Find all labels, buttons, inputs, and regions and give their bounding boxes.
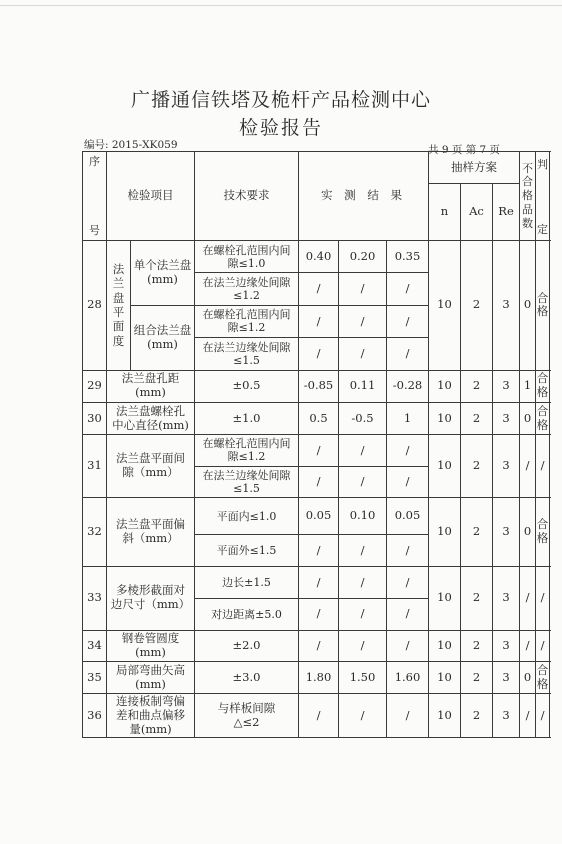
col-unqualified-header <box>520 152 536 241</box>
row-29-bad: 1 <box>520 370 536 402</box>
row-31-no: 31 <box>83 435 107 498</box>
page-info: 共 9 页 第 7 页 <box>428 144 501 156</box>
row-33-v1-3: / <box>387 566 429 598</box>
row-33-bad: / <box>520 566 536 630</box>
row-31-req2: 在法兰边缘处间隙 ≤1.5 <box>195 466 299 497</box>
report-title: 检验报告 <box>238 117 323 139</box>
seq-bottom-label: 号 <box>89 224 100 238</box>
row-31-re: 3 <box>493 435 520 498</box>
document-number: 编号: 2015-XK059 <box>84 139 178 151</box>
row-34-no: 34 <box>83 630 107 661</box>
col-results-header: 实 测 结 果 <box>299 152 429 241</box>
row-36-v2: / <box>339 694 387 738</box>
row-29-v1: -0.85 <box>299 370 339 402</box>
row-28-req3: 在螺栓孔范围内间 隙≤1.2 <box>195 305 299 337</box>
row-29-n: 10 <box>429 370 461 402</box>
row-35-v2: 1.50 <box>339 661 387 693</box>
row-36-bad: / <box>520 694 536 738</box>
row-28-v4-3: / <box>387 338 429 370</box>
row-35 <box>83 661 550 693</box>
row-28-bad: 0 <box>520 241 536 371</box>
row-28-v4-2: / <box>339 338 387 370</box>
row-32-re: 3 <box>493 498 520 567</box>
row-32-req2: 平面外≤1.5 <box>195 535 299 566</box>
row-33-v2-1: / <box>299 599 339 630</box>
row-31-v2-3: / <box>387 466 429 497</box>
row-33-v2-2: / <box>339 599 387 630</box>
row-31-v2-1: / <box>299 466 339 497</box>
row-28-req1: 在螺栓孔范围内间 隙≤1.0 <box>195 241 299 273</box>
row-33-req2: 对边距离±5.0 <box>195 599 299 630</box>
col-item-header: 检验项目 <box>107 152 195 241</box>
row-36-req: 与样板间隙 △≤2 <box>195 694 299 738</box>
row-28-v3-2: / <box>339 305 387 337</box>
row-28-v4-1: / <box>299 338 339 370</box>
row-28-v3-3: / <box>387 305 429 337</box>
row-34-n: 10 <box>429 630 461 661</box>
row-28-re: 3 <box>493 241 520 371</box>
row-28-sub2: 组合法兰盘 (mm) <box>131 305 195 370</box>
row-28-no: 28 <box>83 241 107 371</box>
row-34-v2: / <box>339 630 387 661</box>
row-30-item: 法兰盘螺栓孔 中心直径(mm) <box>107 402 195 434</box>
col-re-header: Re <box>493 184 520 241</box>
judge-bottom-label: 定 <box>537 222 549 236</box>
col-judge-header <box>536 152 550 241</box>
row-30-judge: 合 格 <box>536 402 550 434</box>
row-34-ac: 2 <box>461 630 493 661</box>
row-28-req2: 在法兰边缘处间隙 ≤1.2 <box>195 273 299 305</box>
row-32-judge: 合 格 <box>536 498 550 567</box>
row-32-req1: 平面内≤1.0 <box>195 498 299 535</box>
row-31-judge: / <box>536 435 550 498</box>
row-31-n: 10 <box>429 435 461 498</box>
row-33-no: 33 <box>83 566 107 630</box>
row-34-judge: / <box>536 630 550 661</box>
row-30-no: 30 <box>83 402 107 434</box>
row-36 <box>83 694 550 738</box>
row-35-no: 35 <box>83 661 107 693</box>
row-36-v3: / <box>387 694 429 738</box>
col-ac-header: Ac <box>461 184 493 241</box>
row-31a <box>83 435 550 466</box>
row-30-v2: -0.5 <box>339 402 387 434</box>
row-35-re: 3 <box>493 661 520 693</box>
row-30-n: 10 <box>429 402 461 434</box>
row-36-re: 3 <box>493 694 520 738</box>
row-31-v1-1: / <box>299 435 339 466</box>
row-36-judge: / <box>536 694 550 738</box>
row-35-n: 10 <box>429 661 461 693</box>
row-28-v2-1: / <box>299 273 339 305</box>
row-31-req1: 在螺栓孔范围内间 隙≤1.2 <box>195 435 299 466</box>
row-34-v1: / <box>299 630 339 661</box>
row-32-v2-3: / <box>387 535 429 566</box>
row-31-ac: 2 <box>461 435 493 498</box>
row-28-item-text: 法兰盘平面度 <box>112 261 125 348</box>
row-29-req: ±0.5 <box>195 370 299 402</box>
row-36-no: 36 <box>83 694 107 738</box>
row-28-v1-2: 0.20 <box>339 241 387 273</box>
header-row-1 <box>83 152 550 184</box>
row-28-ac: 2 <box>461 241 493 371</box>
row-32-item: 法兰盘平面偏 斜（mm） <box>107 498 195 567</box>
row-33-ac: 2 <box>461 566 493 630</box>
row-31-bad: / <box>520 435 536 498</box>
row-28-v1-1: 0.40 <box>299 241 339 273</box>
row-28-v1-3: 0.35 <box>387 241 429 273</box>
col-sampling-header: 抽样方案 <box>429 152 520 184</box>
row-29-judge: 合 格 <box>536 370 550 402</box>
row-30-bad: 0 <box>520 402 536 434</box>
row-36-ac: 2 <box>461 694 493 738</box>
row-34-bad: / <box>520 630 536 661</box>
row-32-v1-3: 0.05 <box>387 498 429 535</box>
row-33-req1: 边长±1.5 <box>195 566 299 598</box>
row-30-ac: 2 <box>461 402 493 434</box>
row-33-item: 多棱形截面对 边尺寸（mm） <box>107 566 195 630</box>
row-35-item: 局部弯曲矢高 (mm) <box>107 661 195 693</box>
row-29-v2: 0.11 <box>339 370 387 402</box>
col-n-header: n <box>429 184 461 241</box>
row-35-ac: 2 <box>461 661 493 693</box>
row-35-judge: 合 格 <box>536 661 550 693</box>
row-28-sub1: 单个法兰盘 (mm) <box>131 241 195 306</box>
row-36-n: 10 <box>429 694 461 738</box>
row-28-judge: 合 格 <box>536 241 550 371</box>
row-28-req4: 在法兰边缘处间隙 ≤1.5 <box>195 338 299 370</box>
row-28-v2-2: / <box>339 273 387 305</box>
row-29-re: 3 <box>493 370 520 402</box>
row-33-re: 3 <box>493 566 520 630</box>
row-34 <box>83 630 550 661</box>
row-31-item: 法兰盘平面间 隙（mm） <box>107 435 195 498</box>
org-title: 广播通信铁塔及桅杆产品检测中心 <box>130 89 431 111</box>
row-30 <box>83 402 550 434</box>
row-33-v1-2: / <box>339 566 387 598</box>
row-34-v3: / <box>387 630 429 661</box>
row-32-v2-1: / <box>299 535 339 566</box>
row-32-v1-1: 0.05 <box>299 498 339 535</box>
row-28-n: 10 <box>429 241 461 371</box>
row-31-v2-2: / <box>339 466 387 497</box>
row-33-v1-1: / <box>299 566 339 598</box>
row-35-v3: 1.60 <box>387 661 429 693</box>
row-34-item: 钢卷管圆度 (mm) <box>107 630 195 661</box>
row-32-v2-2: / <box>339 535 387 566</box>
row-34-re: 3 <box>493 630 520 661</box>
row-31-v1-3: / <box>387 435 429 466</box>
unqualified-label: 不合格品数 <box>522 161 534 230</box>
row-29 <box>83 370 550 402</box>
row-35-v1: 1.80 <box>299 661 339 693</box>
seq-top-label: 序 <box>89 154 100 168</box>
row-29-v3: -0.28 <box>387 370 429 402</box>
row-32-bad: 0 <box>520 498 536 567</box>
row-35-bad: 0 <box>520 661 536 693</box>
row-36-item: 连接板制弯偏 差和曲点偏移 量(mm) <box>107 694 195 738</box>
row-35-req: ±3.0 <box>195 661 299 693</box>
row-29-no: 29 <box>83 370 107 402</box>
page-top-edge <box>0 0 562 6</box>
row-32-v1-2: 0.10 <box>339 498 387 535</box>
row-31-v1-2: / <box>339 435 387 466</box>
row-32a <box>83 498 550 535</box>
row-28-v2-3: / <box>387 273 429 305</box>
row-33-v2-3: / <box>387 599 429 630</box>
col-req-header: 技术要求 <box>195 152 299 241</box>
row-32-n: 10 <box>429 498 461 567</box>
row-33-judge: / <box>536 566 550 630</box>
row-36-v1: / <box>299 694 339 738</box>
row-33a <box>83 566 550 598</box>
row-32-ac: 2 <box>461 498 493 567</box>
judge-top-label: 判 <box>537 158 549 172</box>
row-30-req: ±1.0 <box>195 402 299 434</box>
row-30-re: 3 <box>493 402 520 434</box>
col-seq-header <box>83 152 107 241</box>
row-30-v3: 1 <box>387 402 429 434</box>
row-29-item: 法兰盘孔距 (mm) <box>107 370 195 402</box>
row-33-n: 10 <box>429 566 461 630</box>
row-28-item <box>107 241 131 371</box>
row-30-v1: 0.5 <box>299 402 339 434</box>
row-28-v3-1: / <box>299 305 339 337</box>
row-28a <box>83 241 550 273</box>
row-29-ac: 2 <box>461 370 493 402</box>
row-32-no: 32 <box>83 498 107 567</box>
inspection-table <box>82 151 550 738</box>
row-34-req: ±2.0 <box>195 630 299 661</box>
